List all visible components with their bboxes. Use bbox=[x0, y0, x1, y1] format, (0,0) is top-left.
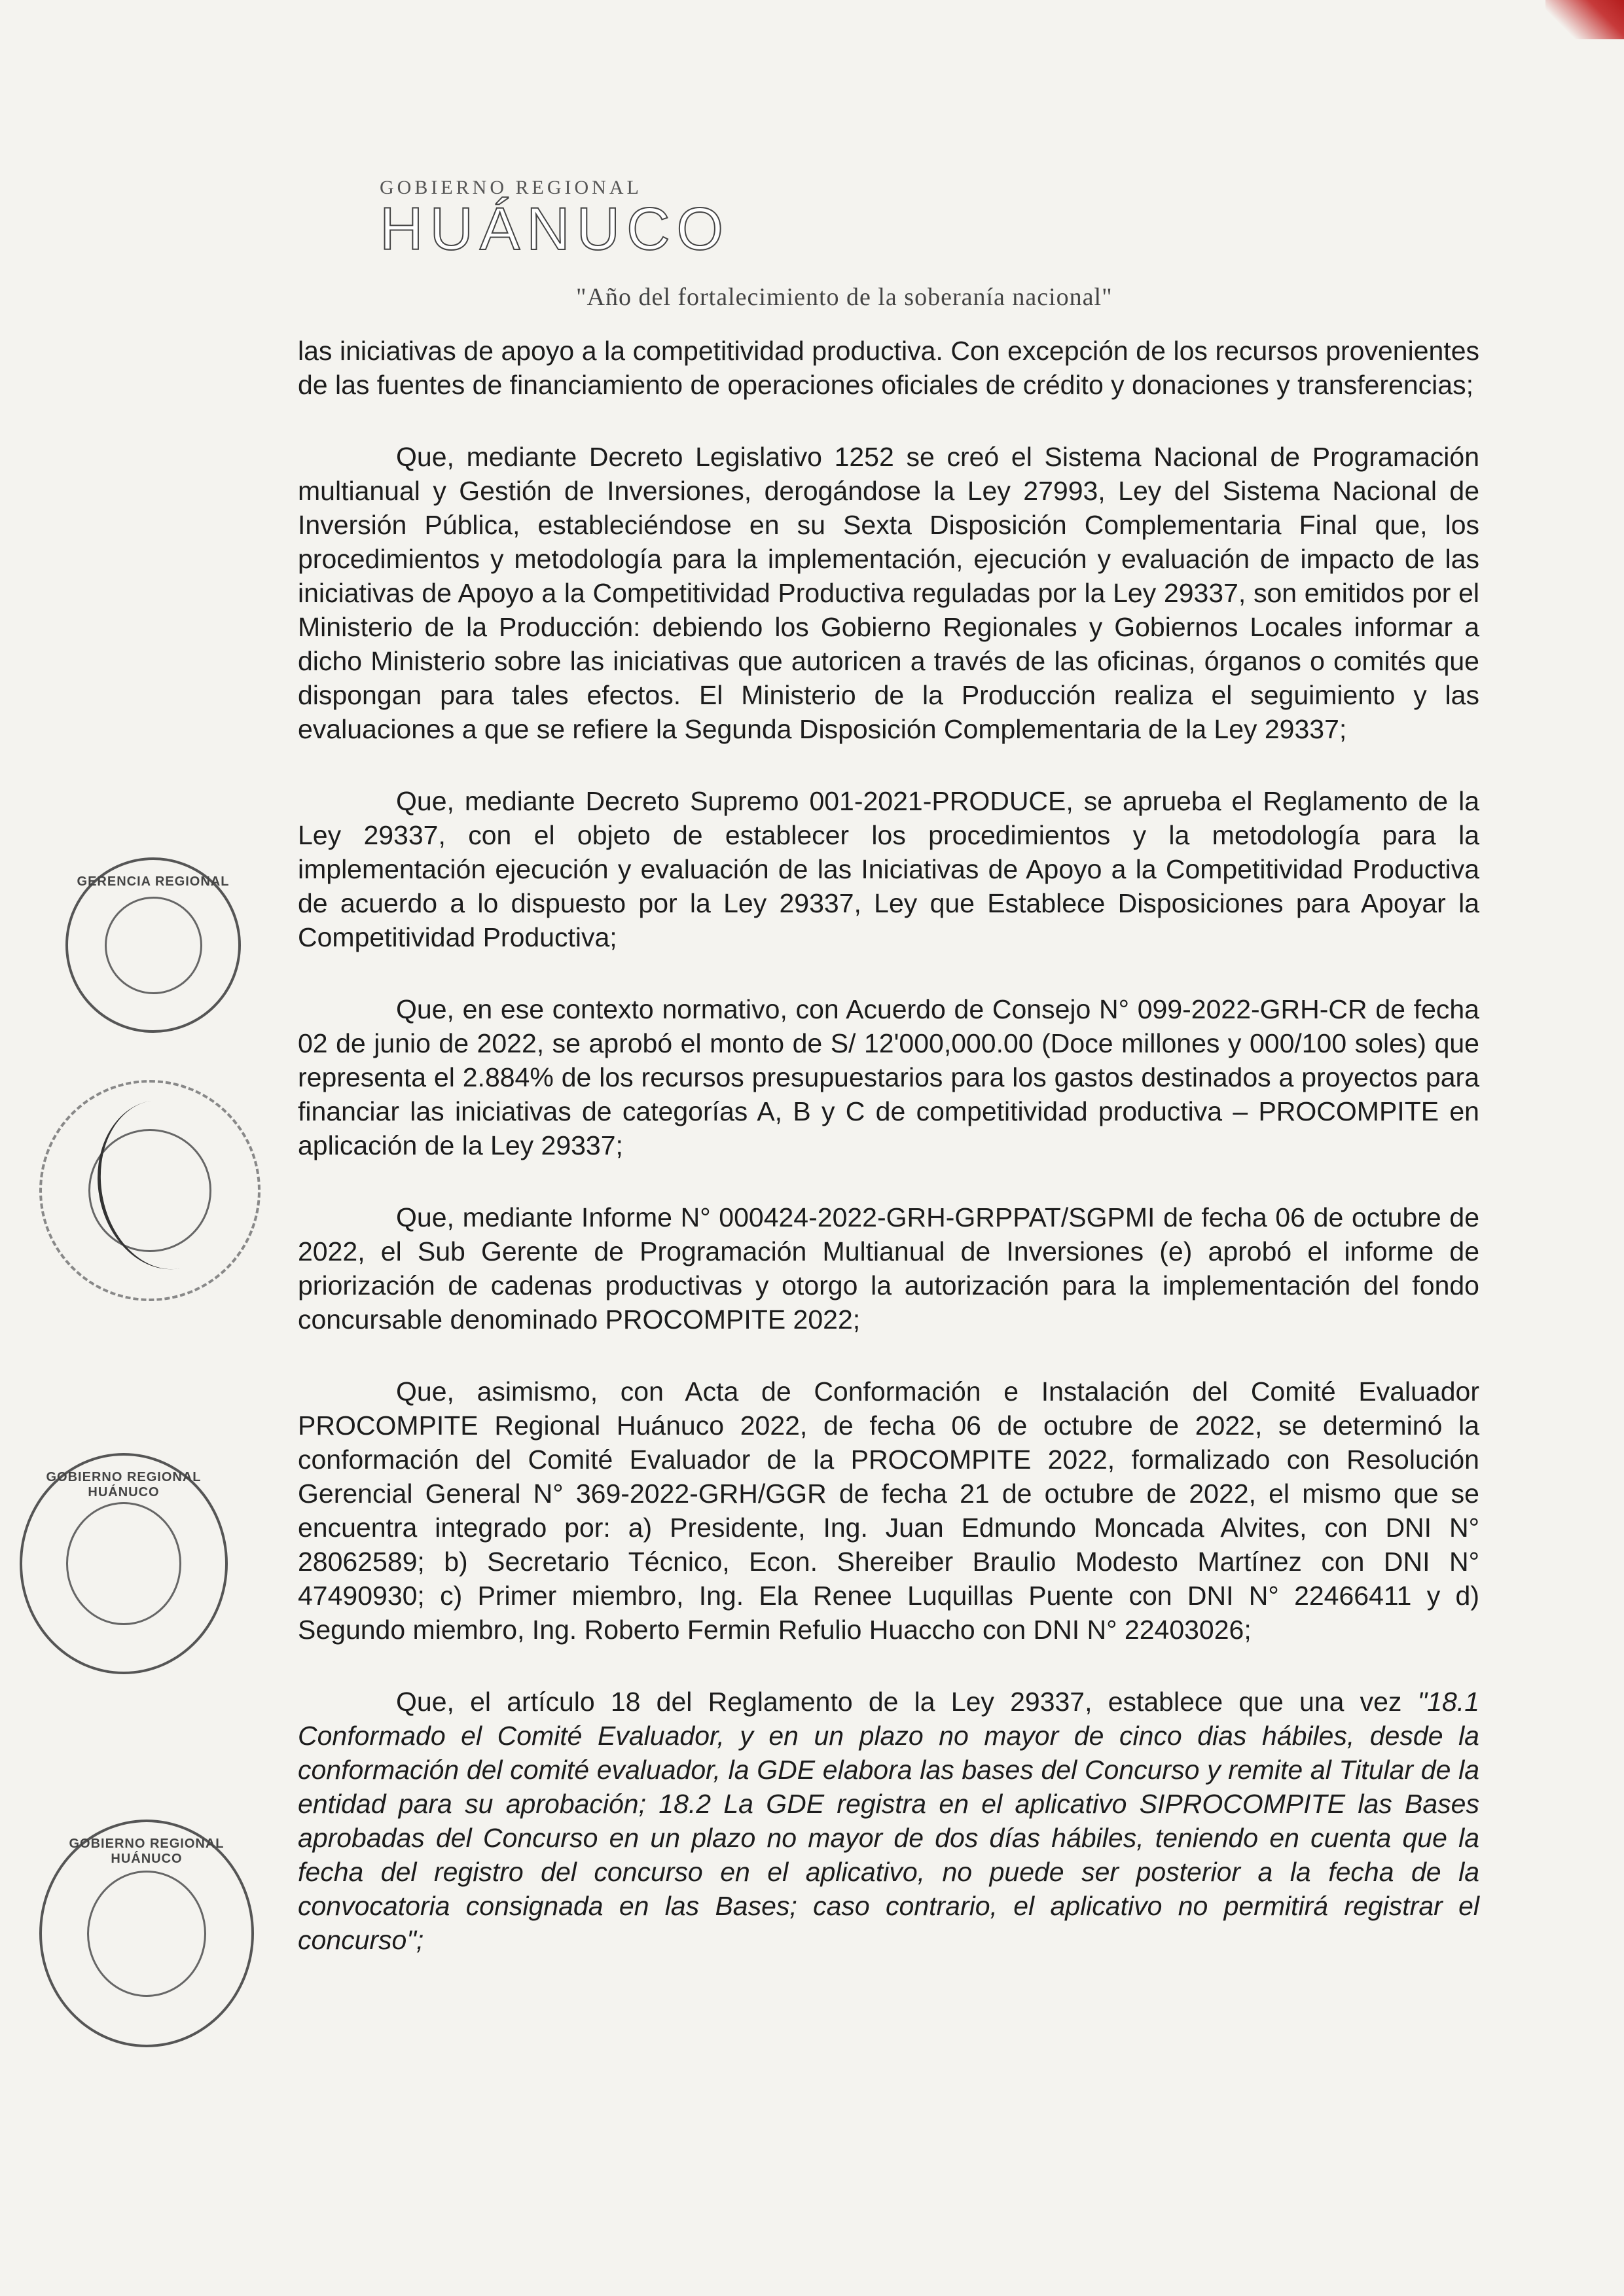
quoted-regulation: "18.1 Conformado el Comité Evaluador, y en un plazo no mayor de cinco dias hábiles, desde la conformación del comité evaluador, la GDE elabora las bases del Concurso y remite al Titular de la entidad para su aprobación; 18.2 La GDE registra en el aplicativo SIPROCOMPITE las Bases aprobadas del Concurso en un plazo no mayor de dos días hábiles, teniendo en cuenta que la fecha del registro del concurso en el aplicativo, no puede ser posterior a la fecha de la convocatoria consignada en las Bases; caso contrario, el aplicativo no permitirá registrar el concurso"; bbox=[298, 1687, 1479, 1955]
paragraph-article-18 bbox=[298, 1685, 1479, 1957]
corner-mark bbox=[1545, 0, 1624, 39]
seal-center bbox=[105, 897, 202, 994]
stamp-text: GOBIERNO REGIONAL HUÁNUCO bbox=[69, 1837, 225, 1866]
paragraph-intro: Que, el artículo 18 del Reglamento de la Ley 29337, establece que una vez bbox=[396, 1687, 1418, 1717]
org-line: GOBIERNO REGIONAL bbox=[380, 177, 642, 198]
paragraph: Que, asimismo, con Acta de Conformación e Instalación del Comité Evaluador PROCOMPITE Regional Huánuco 2022, de fecha 06 de octubre de 2022, se determinó la conformación del Comité Evaluador de la PROCOMPITE 2022, formalizado con Resolución Gerencial General N° 369-2022-GRH/GGR de fecha 21 de octubre de 2022, el mismo que se encuentra integrado por: a) Presidente, Ing. Juan Edmundo Moncada Alvites, con DNI N° 28062589; b) Secretario Técnico, Econ. Shereiber Braulio Modesto Martínez con DNI N° 47490930; c) Primer miembro, Ing. Ela Renee Luquillas Puente con DNI N° 22466411 y d) Segundo miembro, Ing. Roberto Fermin Refulio Huaccho con DNI N° 22403026; bbox=[298, 1376, 1479, 1645]
regional-seal-icon bbox=[65, 857, 241, 1033]
org-name: HUÁNUCO bbox=[380, 196, 731, 262]
paragraph: las iniciativas de apoyo a la competitividad productiva. Con excepción de los recursos provenientes de las fuentes de financiamiento de operaciones oficiales de crédito y donaciones y transferencias; bbox=[298, 336, 1479, 400]
letterhead bbox=[380, 177, 1362, 262]
paragraph: Que, en ese contexto normativo, con Acuerdo de Consejo N° 099-2022-GRH-CR de fecha 02 de junio de 2022, se aprobó el monto de S/ 12'000,000.00 (Doce millones y 000/100 soles) que representa el 2.884% de los recursos presupuestarios para los gastos destinados a proyectos para financiar las iniciativas de categorías A, B y C de competitividad productiva – PROCOMPITE en aplicación de la Ley 29337; bbox=[298, 994, 1479, 1160]
paragraph: Que, mediante Decreto Legislativo 1252 se creó el Sistema Nacional de Programación multianual y Gestión de Inversiones, derogándose la Ley 27993, Ley del Sistema Nacional de Inversión Pública, estableciéndose en su Sexta Disposición Complementaria Final que, los procedimientos y metodología para la implementación, ejecución y evaluación de impacto de las iniciativas de Apoyo a la Competitividad Productiva reguladas por la Ley 29337, son emitidos por el Ministerio de la Producción: debiendo los Gobierno Regionales y Gobiernos Locales informar a dicho Ministerio sobre las iniciativas que autoricen a través de las oficinas, órganos o comités que dispongan para tales efectos. El Ministerio de la Producción realiza el seguimiento y las evaluaciones a que se refiere la Segunda Disposición Complementaria de la Ley 29337; bbox=[298, 442, 1479, 744]
seal-center bbox=[87, 1871, 206, 1997]
document-body bbox=[298, 334, 1479, 1995]
desarrollo-economico-seal-icon bbox=[20, 1453, 228, 1674]
paragraph: Que, mediante Decreto Supremo 001-2021-PRODUCE, se aprueba el Reglamento de la Ley 29337, con el objeto de establecer los procedimientos y la metodología para la implementación ejecución y evaluación de las Iniciativas de Apoyo a la Competitividad Productiva de acuerdo a lo dispuesto por la Ley 29337, Ley que Establece Disposiciones para Apoyar la Competitividad Productiva; bbox=[298, 786, 1479, 952]
stamp-text: GERENCIA REGIONAL bbox=[77, 874, 230, 889]
seal-center bbox=[66, 1502, 182, 1625]
stamp-text: GOBIERNO REGIONAL HUÁNUCO bbox=[46, 1470, 202, 1499]
paragraph: Que, mediante Informe N° 000424-2022-GRH-GRPPAT/SGPMI de fecha 06 de octubre de 2022, el Sub Gerente de Programación Multianual de Inversiones (e) aprobó el informe de priorización de cadenas productivas y otorgo la autorización para la implementación del fondo concursable denominado PROCOMPITE 2022; bbox=[298, 1202, 1479, 1335]
asesoria-juridica-seal-icon bbox=[39, 1820, 254, 2047]
year-motto: "Año del fortalecimiento de la soberanía nacional" bbox=[576, 283, 1113, 311]
